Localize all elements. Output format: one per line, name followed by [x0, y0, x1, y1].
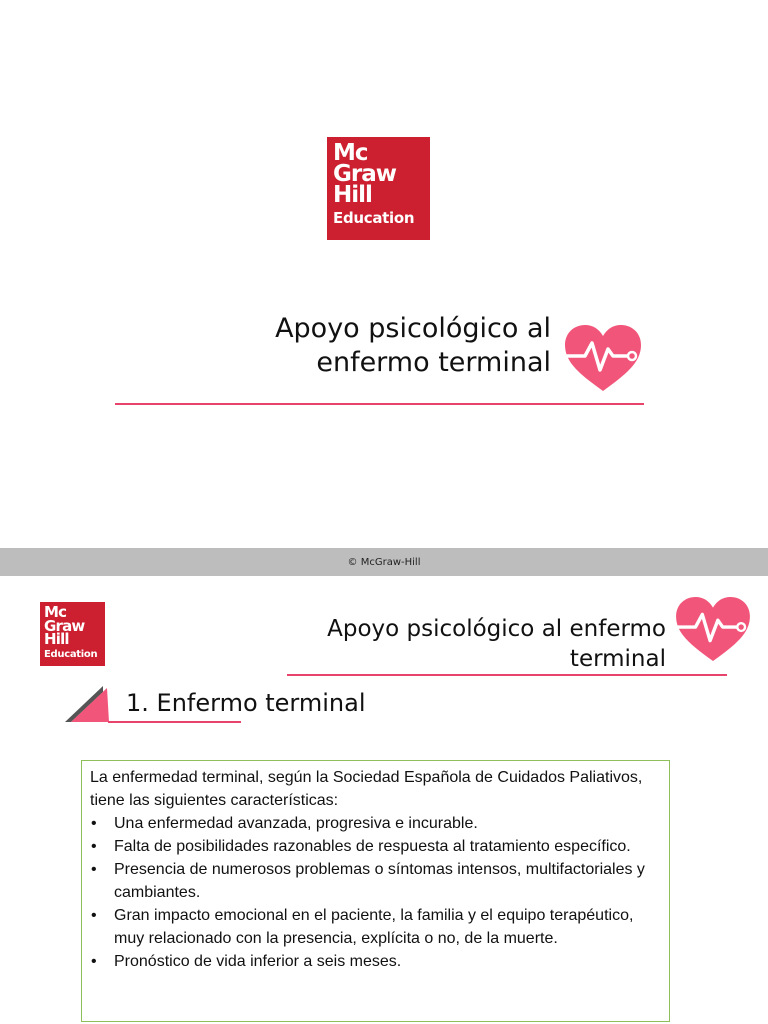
intro-text: La enfermedad terminal, según la Sociedad Española de Cuidados Paliativos, tiene las siguientes características:	[90, 769, 643, 809]
section-underline	[108, 721, 241, 723]
copyright-text: © McGraw-Hill	[347, 556, 421, 568]
title-line: enfermo terminal	[316, 347, 551, 378]
logo-line: Hill	[44, 630, 69, 648]
logo-line: Mc	[333, 140, 368, 166]
logo-line: Hill	[333, 182, 372, 208]
title-line: terminal	[569, 646, 666, 672]
heartbeat-icon	[563, 323, 643, 393]
logo-line: Graw	[333, 161, 396, 187]
list-item: • Falta de posibilidades razonables de respuesta al tratamiento específico.	[90, 835, 661, 858]
logo-line: Education	[333, 209, 415, 227]
section-title: 1. Enfermo terminal	[126, 689, 366, 717]
slide-title	[275, 312, 551, 380]
list-item: • Presencia de numerosos problemas o síntomas intensos, multifactoriales y cambiantes.	[90, 858, 661, 904]
title-line: Apoyo psicológico al enfermo	[327, 616, 666, 642]
list-item: • Pronóstico de vida inferior a seis meses.	[90, 950, 661, 973]
logo-line: Mc	[44, 603, 67, 621]
logo-line: Education	[44, 648, 98, 660]
list-item: • Una enfermedad avanzada, progresiva e incurable.	[90, 812, 661, 835]
logo-line: Graw	[44, 616, 85, 635]
title-underline	[287, 674, 727, 676]
mcgraw-hill-logo	[40, 602, 105, 666]
heartbeat-icon	[673, 595, 753, 663]
characteristics-list	[90, 812, 661, 973]
definition-box	[81, 760, 670, 1022]
mcgraw-hill-logo	[327, 137, 430, 240]
list-item: • Gran impacto emocional en el paciente, la familia y el equipo terapéutico, muy relacionado con la presencia, explícita o no, de la muerte.	[90, 904, 661, 950]
section-marker-icon	[63, 684, 111, 724]
footer-bar	[0, 548, 768, 576]
title-underline	[115, 403, 644, 405]
slide-title	[327, 614, 666, 674]
content-slide	[0, 576, 768, 1024]
title-line: Apoyo psicológico al	[275, 313, 551, 344]
